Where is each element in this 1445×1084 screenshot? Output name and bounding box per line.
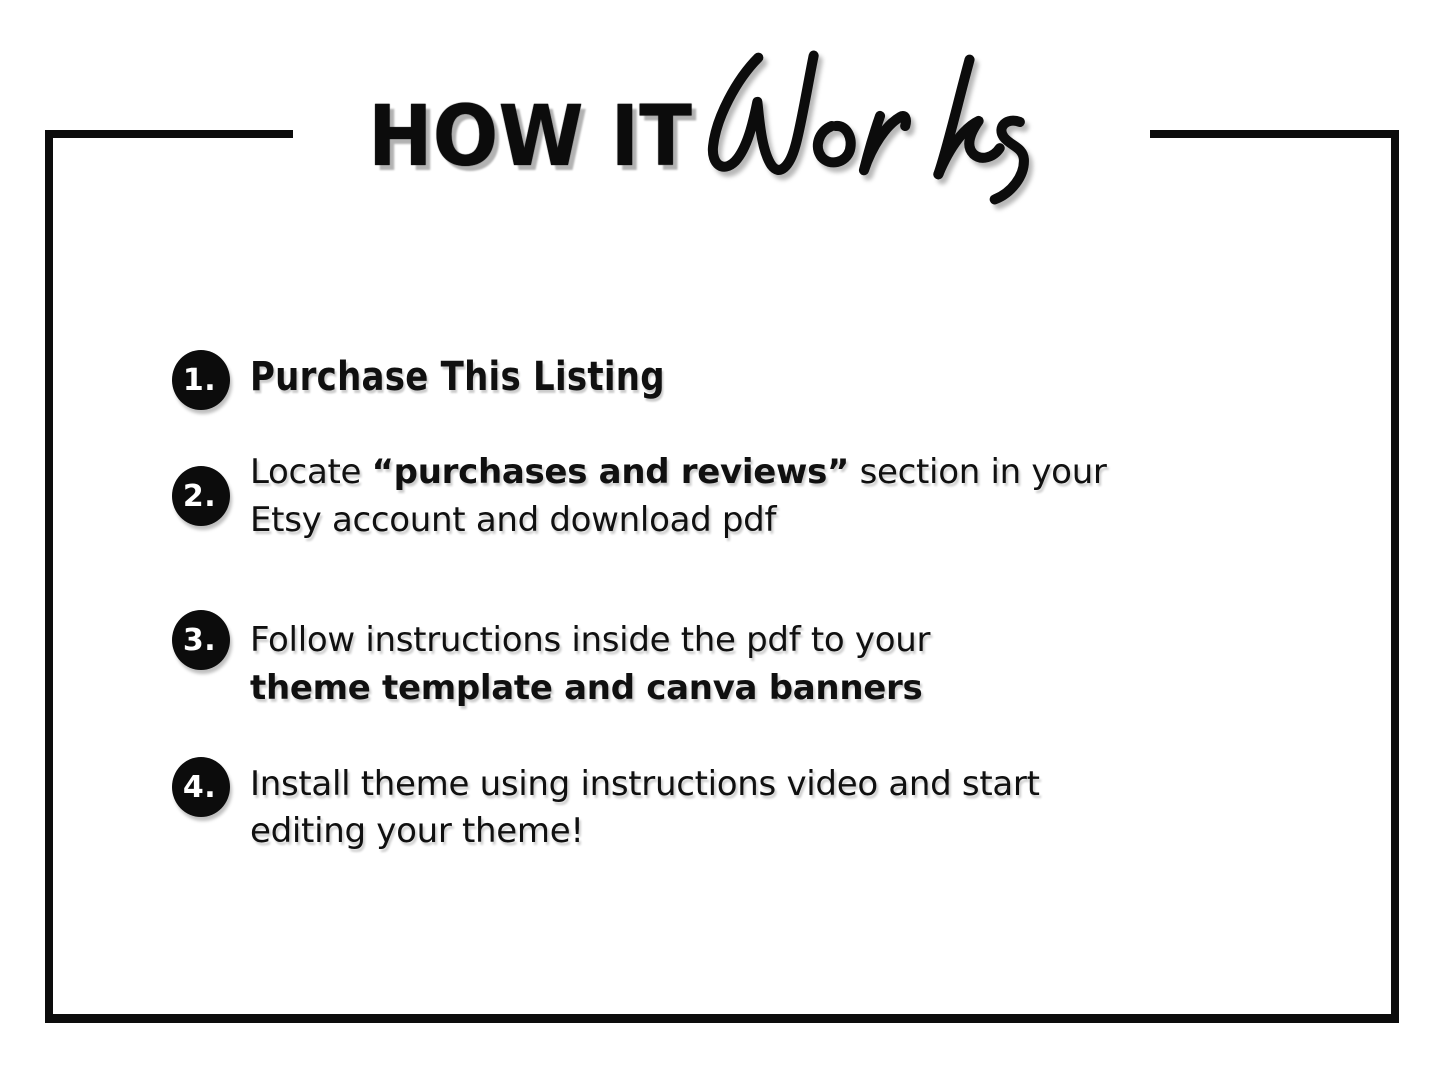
step-2-number-badge: 2. [172, 466, 230, 526]
step-3-line-1: Follow instructions inside the pdf to your [250, 620, 931, 660]
title-works-script-icon [696, 44, 1048, 208]
step-2-line-2: Etsy account and download pdf [250, 500, 777, 540]
step-4-text [250, 761, 1040, 855]
step-2-text [250, 448, 1107, 544]
step-1-line-1: Purchase This Listing [250, 354, 665, 400]
theme-template-emphasis: theme template and canva banners [250, 668, 923, 708]
purchases-and-reviews-emphasis: “purchases and reviews” [371, 452, 850, 492]
border-top-left-segment [45, 130, 293, 138]
card-border-frame [45, 130, 1399, 1023]
step-4-number-badge: 4. [172, 757, 230, 817]
step-1-number-badge: 1. [172, 350, 230, 410]
step-3-line-2 [250, 664, 930, 712]
title-works-text [0, 0, 1, 1]
step-3-text [250, 616, 930, 712]
step-4-line-2: editing your theme! [250, 811, 584, 851]
step-3-number-badge: 3. [172, 610, 230, 670]
step-4-line-1: Install theme using instructions video and start [250, 764, 1040, 804]
step-1-text [250, 352, 665, 402]
border-top-right-segment [1150, 130, 1399, 138]
step-2-line-1: Locate “purchases and reviews” section in your [250, 452, 1107, 492]
page-title-how-it: HOW IT [368, 87, 692, 185]
